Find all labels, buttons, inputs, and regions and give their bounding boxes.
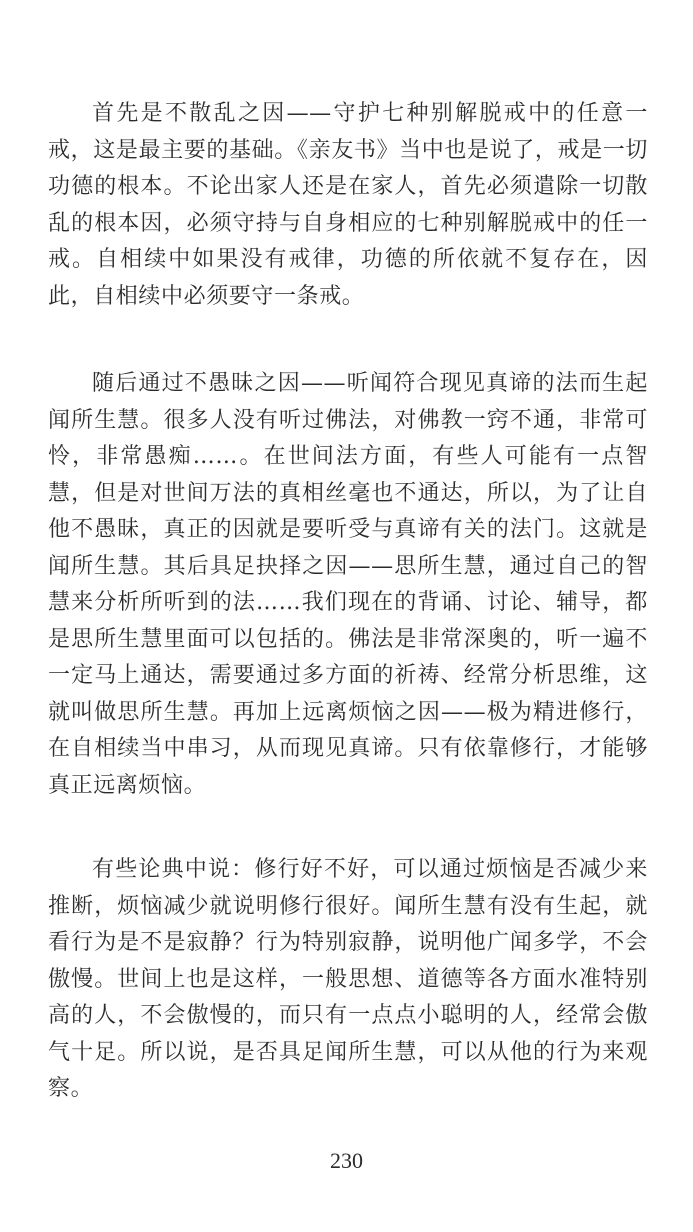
paragraph-2: 随后通过不愚昧之因——听闻符合现见真谛的法而生起闻所生慧。很多人没有听过佛法，对佛教一窍不通，非常可怜，非常愚痴……。在世间法方面，有些人可能有一点智慧，但是对世间万法的真相丝毫也不通达，所以，为了让自他不愚昧，真正的因就是要听受与真谛有关的法门。这就是闻所生慧。其后具足抉择之因——思所生慧，通过自己的智慧来分析所听到的法……我们现在的背诵、讨论、辅导，都是思所生慧里面可以包括的。佛法是非常深奥的，听一遍不一定马上通达，需要通过多方面的祈祷、经常分析思维，这就叫做思所生慧。再加上远离烦恼之因——极为精进修行，在自相续当中串习，从而现见真谛。只有依靠修行，才能够真正远离烦恼。	[48, 371, 648, 798]
page-number: 230	[330, 1148, 363, 1173]
paragraph-3: 有些论典中说：修行好不好，可以通过烦恼是否减少来推断，烦恼减少就说明修行很好。闻所生慧有没有生起，就看行为是不是寂静？行为特别寂静，说明他广闻多学，不会傲慢。世间上也是这样，一般思想、道德等各方面水准特别高的人，不会傲慢的，而只有一点点小聪明的人，经常会傲气十足。所以说，是否具足闻所生慧，可以从他的行为来观察。	[48, 857, 648, 1101]
paragraph-1: 首先是不散乱之因——守护七种别解脱戒中的任意一戒，这是最主要的基础。《亲友书》当中也是说了，戒是一切功德的根本。不论出家人还是在家人，首先必须遣除一切散乱的根本因，必须守持与自身相应的七种别解脱戒中的任一戒。自相续中如果没有戒律，功德的所依就不复存在，因此，自相续中必须要守一条戒。	[48, 101, 648, 309]
